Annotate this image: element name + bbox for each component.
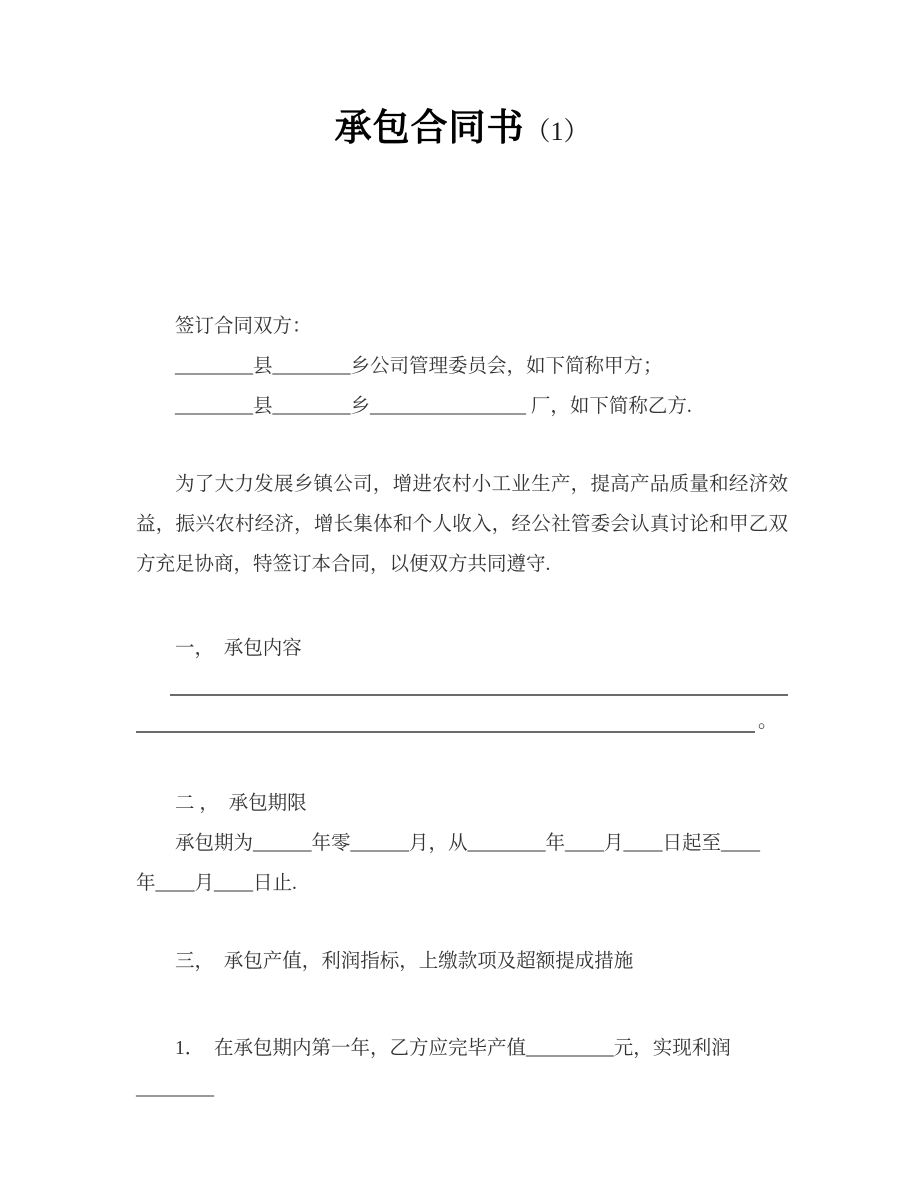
preamble-paragraph: 为了大力发展乡镇公司，增进农村小工业生产，提高产品质量和经济效益，振兴农村经济，增长集体和个人收入，经公社管委会认真讨论和甲乙双方充足协商，特签订本合同，以便双方共同遵守. <box>136 474 788 575</box>
contract-term-line-1: 承包期为______年零______月，从________年____月____日起至____ <box>175 833 761 854</box>
fill-in-line-1 <box>170 676 788 696</box>
document-title-number: （1） <box>524 117 590 146</box>
document-title <box>136 102 788 158</box>
document-body <box>136 307 788 1109</box>
blank-line-period: 。 <box>758 711 778 732</box>
contract-term-line-2: 年____月____日止. <box>136 873 297 894</box>
section-3-heading: 三， 承包产值，利润指标，上缴款项及超额提成措施 <box>175 951 634 972</box>
party-b-line: ________县________乡________________ 厂，如下简称乙方. <box>175 396 692 417</box>
fill-in-line-2 <box>136 713 788 733</box>
party-a-line: ________县________乡公司管理委员会，如下简称甲方； <box>175 356 663 377</box>
clause-1-line: 1． 在承包期内第一年，乙方应完毕产值_________元，实现利润________ <box>136 1038 731 1099</box>
section-1-heading: 一， 承包内容 <box>175 638 302 659</box>
blank-underline <box>170 676 788 696</box>
document-title-text: 承包合同书 <box>334 107 525 148</box>
parties-intro-line: 签订合同双方： <box>175 316 312 337</box>
section-2-heading: 二 ， 承包期限 <box>175 793 307 814</box>
blank-underline <box>136 713 755 733</box>
